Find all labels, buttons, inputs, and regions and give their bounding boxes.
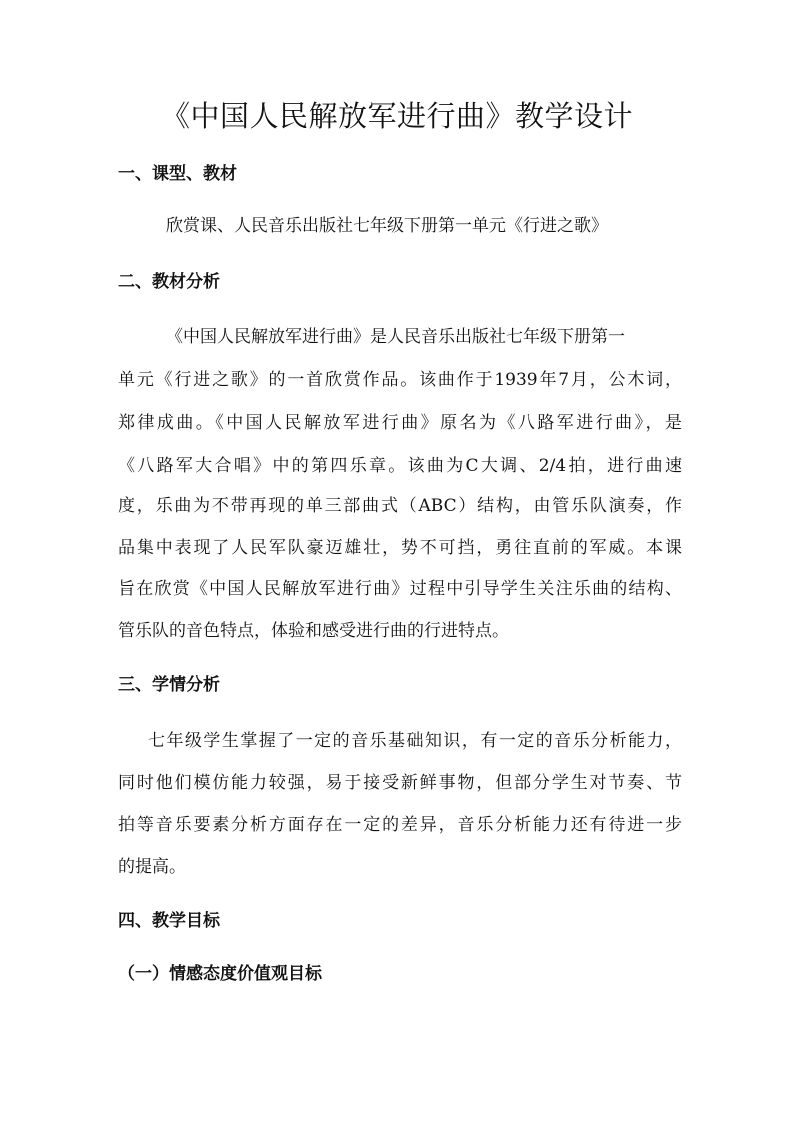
section-heading-material-analysis: 二、教材分析 (118, 272, 220, 292)
paragraph-line: 旨在欣赏《中国人民解放军进行曲》过程中引导学生关注乐曲的结构、 (118, 579, 682, 599)
subheading-emotion-goals: （一）情感态度价值观目标 (118, 964, 322, 984)
section-heading-course-type: 一、课型、教材 (118, 164, 237, 184)
paragraph-line: 欣赏课、人民音乐出版社七年级下册第一单元《行进之歌》 (166, 216, 608, 236)
section-heading-student-analysis: 三、学情分析 (118, 675, 220, 695)
paragraph-line: 品集中表现了人民军队豪迈雄壮，势不可挡，勇往直前的军威。本课 (118, 538, 682, 558)
paragraph-line: 《八路军大合唱》中的第四乐章。该曲为C大调、2/4拍，进行曲速 (118, 456, 682, 476)
paragraph-line: 同时他们模仿能力较强，易于接受新鲜事物，但部分学生对节奏、节 (118, 773, 682, 793)
paragraph-line: 单元《行进之歌》的一首欣赏作品。该曲作于1939年7月，公木词， (118, 370, 682, 390)
paragraph-line: 度，乐曲为不带再现的单三部曲式（ABC）结构，由管乐队演奏，作 (118, 496, 682, 516)
paragraph-line: 七年级学生掌握了一定的音乐基础知识，有一定的音乐分析能力， (148, 731, 682, 751)
section-heading-teaching-goals: 四、教学目标 (118, 911, 220, 931)
paragraph-line: 郑律成曲。《中国人民解放军进行曲》原名为《八路军进行曲》，是 (118, 413, 682, 433)
paragraph-line: 《中国人民解放军进行曲》是人民音乐出版社七年级下册第一 (166, 327, 625, 347)
page-title: 《中国人民解放军进行曲》教学设计 (160, 99, 633, 133)
paragraph-line: 的提高。 (118, 857, 186, 877)
paragraph-line: 管乐队的音色特点，体验和感受进行曲的行进特点。 (118, 621, 509, 641)
paragraph-line: 拍等音乐要素分析方面存在一定的差异，音乐分析能力还有待进一步 (118, 815, 682, 835)
